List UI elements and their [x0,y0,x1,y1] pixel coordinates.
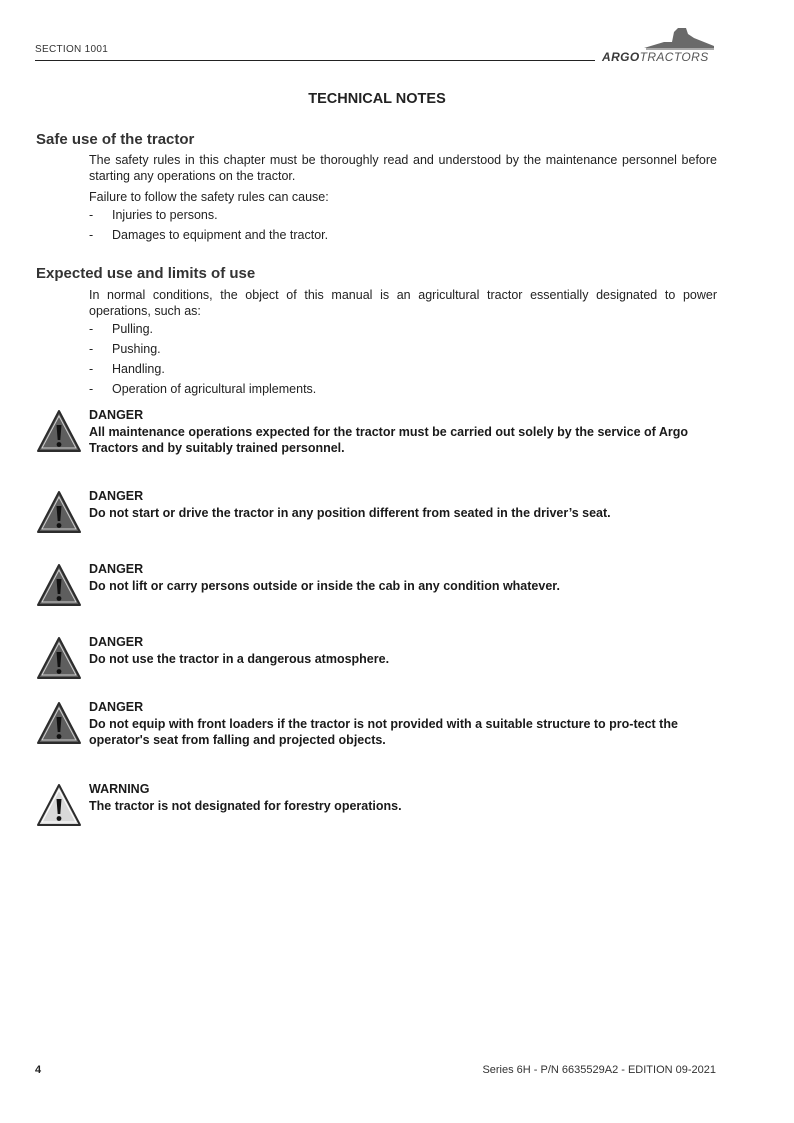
list-item: - Damages to equipment and the tractor. [89,228,329,242]
list-item-text: Operation of agricultural implements. [112,382,317,396]
list-item-text: Pulling. [112,322,153,336]
notice-title: DANGER [89,489,144,503]
warning-triangle-icon [36,408,82,454]
list-item: - Injuries to persons. [89,208,218,222]
list-item: - Handling. [89,362,165,376]
logo-wordmark-bold: ARGO [602,50,640,64]
list-item-text: Pushing. [112,342,161,356]
section-heading-safe-use: Safe use of the tractor [36,131,195,148]
list-item-text: Injuries to persons. [112,208,218,222]
list-item: - Pushing. [89,342,161,356]
warning-triangle-icon [36,562,82,608]
expected-use-paragraph: In normal conditions, the object of this manual is an agricultural tractor essentially designated to power operations, such as: [89,288,717,318]
section-label: SECTION 1001 [35,44,109,55]
notice-title: DANGER [89,700,144,714]
notice-title: DANGER [89,408,144,422]
notice-title: DANGER [89,635,144,649]
section-heading-expected-use: Expected use and limits of use [36,265,256,282]
list-item: - Operation of agricultural implements. [89,382,317,396]
notice-text: Do not lift or carry persons outside or inside the cab in any condition whatever. [89,579,560,593]
warning-triangle-icon [36,489,82,535]
list-item: - Pulling. [89,322,153,336]
warning-triangle-icon [36,700,82,746]
notice-text: The tractor is not designated for forestry operations. [89,799,402,813]
safe-use-paragraph: The safety rules in this chapter must be thoroughly read and understood by the maintenance personnel before starting any operations on the tractor. [89,153,717,183]
safe-use-consequences: Failure to follow the safety rules can cause: [89,190,329,204]
notice-text: Do not use the tractor in a dangerous atmosphere. [89,652,390,666]
warning-triangle-light-icon [36,782,82,828]
header-rule [35,60,595,61]
list-item-text: Handling. [112,362,165,376]
notice-text: Do not equip with front loaders if the tractor is not provided with a suitable structure to pro-tect the operator's seat from falling and projected objects. [89,717,678,747]
argo-tractors-logo [598,24,720,68]
notice-text: Do not start or drive the tractor in any position different from seated in the driver’s seat. [89,506,611,520]
warning-triangle-icon [36,635,82,681]
list-item-text: Damages to equipment and the tractor. [112,228,329,242]
notice-title: WARNING [89,782,150,796]
logo-wordmark-light: TRACTORS [639,50,709,64]
page-title: TECHNICAL NOTES [308,91,446,107]
page-number: 4 [35,1064,42,1076]
notice-text: All maintenance operations expected for the tractor must be carried out solely by the service of Argo Tractors and by suitably trained personnel. [89,425,688,455]
notice-title: DANGER [89,562,144,576]
tractor-silhouette-icon [642,24,716,50]
logo-wordmark [602,50,709,64]
edition-info: Series 6H - P/N 6635529A2 - EDITION 09-2021 [482,1064,716,1076]
